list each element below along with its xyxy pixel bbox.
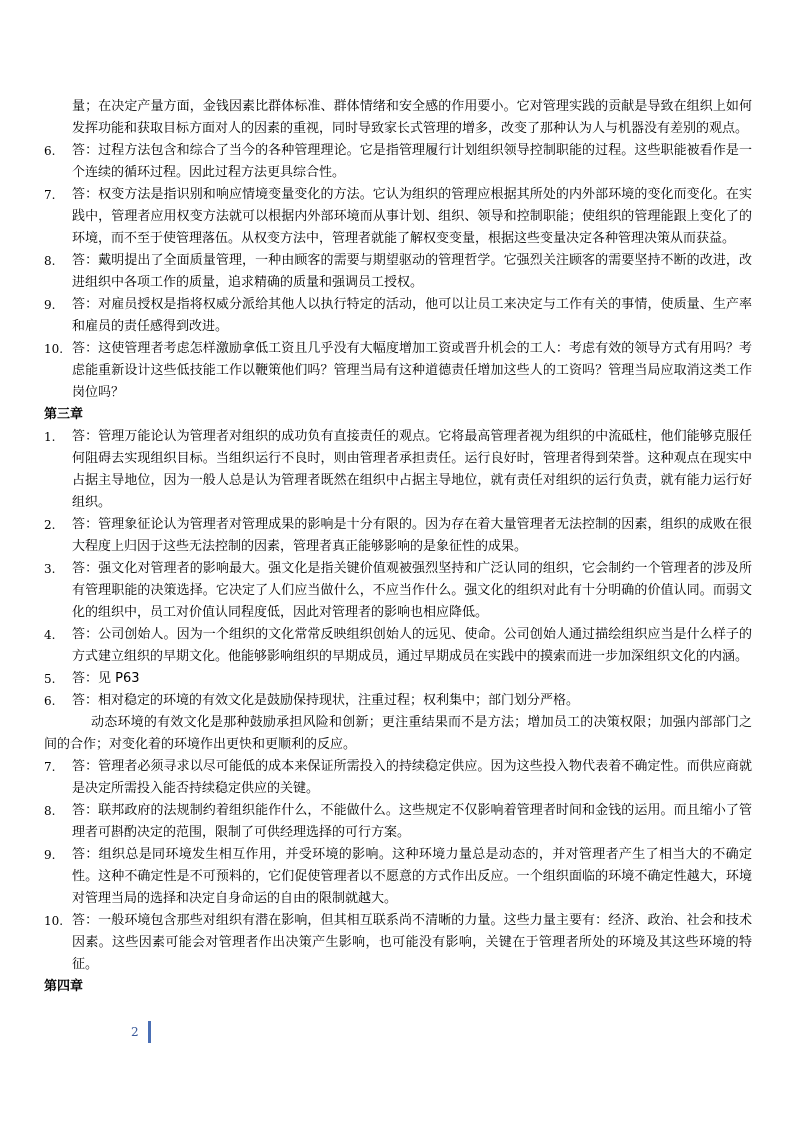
- answer-number: 9.: [44, 298, 56, 312]
- answer-number: 5.: [44, 672, 56, 686]
- footer-divider: [148, 1021, 151, 1043]
- chapter-3-item-6-continuation: 动态环境的有效文化是那种鼓励承担风险和创新；更注重结果而不是方法；增加员工的决策权限；加强内部部门之间的合作；对变化着的环境作出更快和更顺利的反应。: [44, 715, 752, 752]
- answer-number: 7.: [44, 760, 56, 774]
- answer-text: 答：管理者必须寻求以尽可能低的成本来保证所需投入的持续稳定供应。因为这些投入物代表着不确定性。而供应商就是决定所需投入能否持续稳定供应的关键。: [72, 759, 752, 796]
- chapter-3-heading: 第三章: [44, 407, 84, 422]
- answer-item: [44, 558, 752, 624]
- answer-text: 答：见 P63: [72, 671, 140, 686]
- answer-item: [44, 426, 752, 514]
- answer-text: 答：强文化对管理者的影响最大。强文化是指关键价值观被强烈坚持和广泛认同的组织，它会制约一个管理者的涉及所有管理职能的决策选择。它决定了人们应当做什么，不应当作什么。强文化的组织对此有十分明确的价值认同。而弱文化的组织中，员工对价值认同程度低，因此对管理者的影响也相应降低。: [72, 561, 752, 620]
- answer-item: [44, 690, 752, 712]
- answer-text: 答：联邦政府的法规制约着组织能作什么，不能做什么。这些规定不仅影响着管理者时间和金钱的运用。而且缩小了管理者可斟酌决定的范围，限制了可供经理选择的可行方案。: [72, 803, 752, 840]
- answer-item: [44, 624, 752, 668]
- answer-item: [44, 756, 752, 800]
- answer-item: [44, 800, 752, 844]
- answer-text: 答：这使管理者考虑怎样激励拿低工资且几乎没有大幅度增加工资或晋升机会的工人：考虑有效的领导方式有用吗？考虑能重新设计这些低技能工作以鞭策他们吗？管理当局有这种道德责任增加这些人的工资吗？管理当局应取消这类工作岗位吗？: [72, 341, 752, 400]
- answer-item: [44, 338, 752, 404]
- continuation-paragraph: 量；在决定产量方面，金钱因素比群体标准、群体情绪和安全感的作用要小。它对管理实践的贡献是导致在组织上如何发挥功能和获取目标方面对人的因素的重视，同时导致家长式管理的增多，改变了那种认为人与机器没有差别的观点。: [72, 99, 752, 136]
- answer-item: [44, 668, 752, 690]
- answer-item: [44, 140, 752, 184]
- answer-number: 2.: [44, 518, 56, 532]
- chapter-3-answers-part-1: [44, 426, 752, 712]
- answer-item: [44, 910, 752, 976]
- answer-number: 8.: [44, 254, 56, 268]
- answer-number: 8.: [44, 804, 56, 818]
- answer-text: 答：相对稳定的环境的有效文化是鼓励保持现状，注重过程；权利集中；部门划分严格。: [72, 693, 580, 708]
- answer-text: 答：戴明提出了全面质量管理，一种由顾客的需要与期望驱动的管理哲学。它强烈关注顾客的需要坚持不断的改进，改进组织中各项工作的质量，追求精确的质量和强调员工授权。: [72, 253, 752, 290]
- answer-text: 答：管理象征论认为管理者对管理成果的影响是十分有限的。因为存在着大量管理者无法控制的因素，组织的成败在很大程度上归因于这些无法控制的因素，管理者真正能够影响的是象征性的成果。: [72, 517, 752, 554]
- chapter-4-heading: 第四章: [44, 979, 84, 994]
- answer-text: 答：对雇员授权是指将权威分派给其他人以执行特定的活动，他可以让员工来决定与工作有关的事情，使质量、生产率和雇员的责任感得到改进。: [72, 297, 752, 334]
- chapter-3-answers-part-2: [44, 756, 752, 976]
- answer-text: 答：过程方法包含和综合了当今的各种管理理论。它是指管理履行计划组织领导控制职能的过程。这些职能被看作是一个连续的循环过程。因此过程方法更具综合性。: [72, 143, 752, 180]
- answer-text: 答：管理万能论认为管理者对组织的成功负有直接责任的观点。它将最高管理者视为组织的中流砥柱，他们能够克服任何阻碍去实现组织目标。当组织运行不良时，则由管理者承担责任。运行良好时，管理者得到荣誉。这种观点在现实中占据主导地位，因为一般人总是认为管理者既然在组织中占据主导地位，就有责任对组织的运行负责，就有能力运行好组织。: [72, 429, 752, 510]
- answer-number: 9.: [44, 848, 56, 862]
- answer-number: 6.: [44, 694, 56, 708]
- chapter-2-answers: [44, 140, 752, 404]
- answer-number: 4.: [44, 628, 56, 642]
- answer-item: [44, 294, 752, 338]
- answer-number: 6.: [44, 144, 56, 158]
- answer-number: 10.: [44, 914, 64, 928]
- answer-item: [44, 184, 752, 250]
- answer-item: [44, 514, 752, 558]
- answer-item: [44, 250, 752, 294]
- answer-text: 答：公司创始人。因为一个组织的文化常常反映组织创始人的远见、使命。公司创始人通过描绘组织应当是什么样子的方式建立组织的早期文化。他能够影响组织的早期成员，通过早期成员在实践中的摸索而进一步加深组织文化的内涵。: [72, 627, 752, 664]
- answer-text: 答：一般环境包含那些对组织有潜在影响，但其相互联系尚不清晰的力量。这些力量主要有：经济、政治、社会和技术因素。这些因素可能会对管理者作出决策产生影响，也可能没有影响，关键在于管理者所处的环境及其这些环境的特征。: [72, 913, 752, 972]
- answer-number: 3.: [44, 562, 56, 576]
- answer-item: [44, 844, 752, 910]
- answer-number: 7.: [44, 188, 56, 202]
- page-number: 2: [131, 1025, 139, 1039]
- answer-text: 答：权变方法是指识别和响应情境变量变化的方法。它认为组织的管理应根据其所处的内外部环境的变化而变化。在实践中，管理者应用权变方法就可以根据内外部环境而从事计划、组织、领导和控制职能；使组织的管理能跟上变化了的环境，而不至于使管理落伍。从权变方法中，管理者就能了解权变变量，根据这些变量决定各种管理决策从而获益。: [72, 187, 752, 246]
- answer-number: 10.: [44, 342, 64, 356]
- page-footer: [131, 1021, 151, 1043]
- answer-number: 1.: [44, 430, 56, 444]
- document-body: [44, 96, 752, 998]
- answer-text: 答：组织总是同环境发生相互作用，并受环境的影响。这种环境力量总是动态的，并对管理者产生了相当大的不确定性。这种不确定性是不可预料的，它们促使管理者以不愿意的方式作出反应。一个组织面临的环境不确定性越大，环境对管理当局的选择和决定自身命运的自由的限制就越大。: [72, 847, 752, 906]
